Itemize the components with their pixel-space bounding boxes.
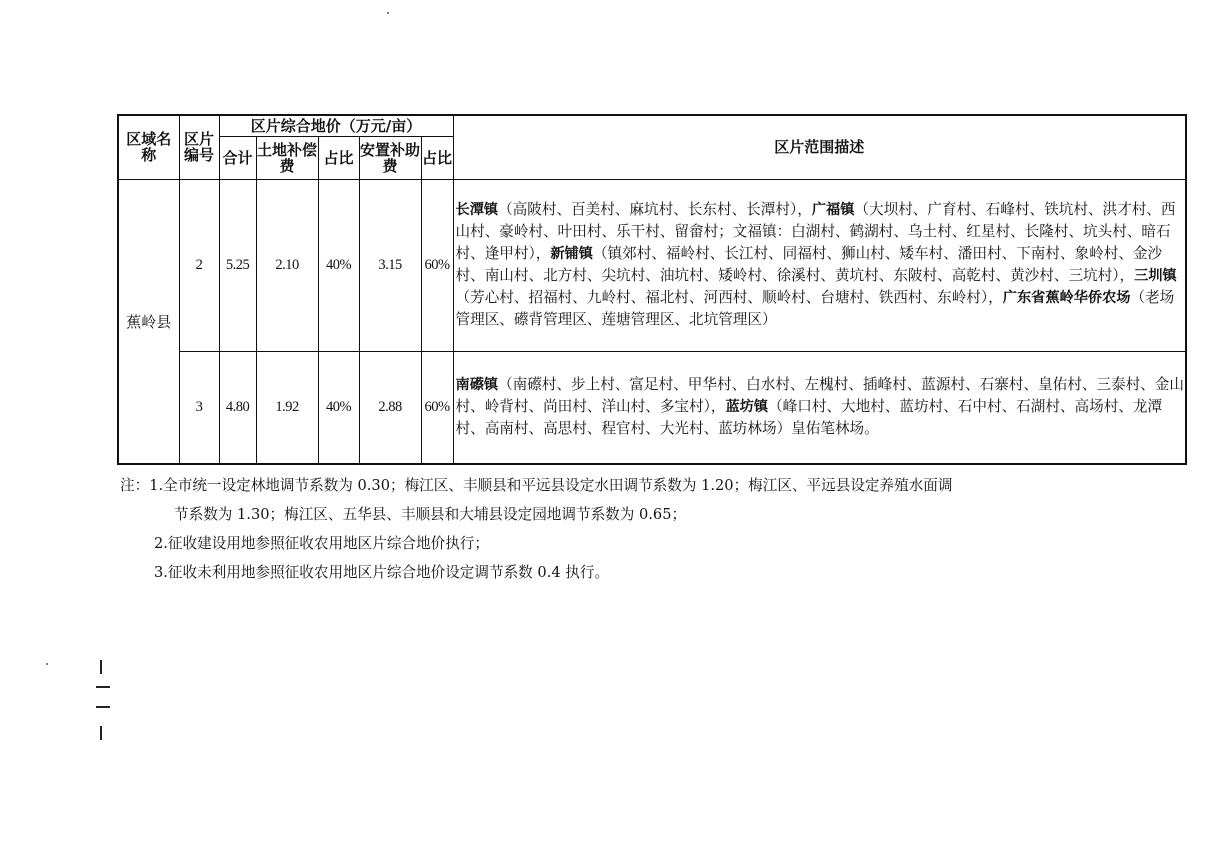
note-line-1-continued: 节系数为 1.30；梅江区、五华县、丰顺县和大埔县设定园地调节系数为 0.65； (174, 506, 687, 523)
note-line-1: 注：1.全市统一设定林地调节系数为 0.30；梅江区、丰顺县和平远县设定水田调节系数为 1.20；梅江区、平远县设定养殖水面调 (120, 477, 953, 494)
header-zone-no: 区片编号 (179, 115, 219, 179)
notes (120, 471, 953, 587)
page-number-dash (100, 660, 102, 674)
note-line-2: 2.征收建设用地参照征收农用地区片综合地价执行； (154, 535, 489, 552)
resettlement-value: 2.88 (359, 351, 421, 464)
ratio-2-value: 60% (421, 179, 453, 351)
scan-speck (387, 12, 389, 14)
land-price-table (117, 114, 1187, 465)
vertical-page-number (100, 660, 112, 750)
header-ratio-1: 占比 (318, 136, 359, 179)
zone-number: 2 (179, 179, 219, 351)
table-row (118, 351, 1186, 464)
table-row (118, 179, 1186, 351)
note-line-3: 3.征收未利用地参照征收农用地区片综合地价设定调节系数 0.4 执行。 (154, 564, 610, 581)
page-number-digit (96, 706, 110, 708)
note-prefix: 注： (120, 477, 150, 494)
header-land-compensation: 土地补偿费 (256, 136, 318, 179)
page-number-dash (100, 726, 102, 740)
header-region-name: 区域名称 (118, 115, 179, 179)
zone-description: 南礤镇（南礤村、步上村、富足村、甲华村、白水村、左槐村、插峰村、蓝源村、石寨村、皇佑村、三泰村、金山村、岭背村、尚田村、洋山村、多宝村），蓝坊镇（峰口村、大地村、蓝坊村、石中村、石湖村、高场村、龙潭村、高南村、高思村、程官村、大光村、蓝坊林场）皇佑笔林场。 (453, 351, 1186, 464)
header-price-group: 区片综合地价（万元/亩） (219, 115, 453, 136)
header-total: 合计 (219, 136, 256, 179)
header-description: 区片范围描述 (453, 115, 1186, 179)
scan-speck (46, 663, 48, 665)
ratio-2-value: 60% (421, 351, 453, 464)
resettlement-value: 3.15 (359, 179, 421, 351)
header-resettlement: 安置补助费 (359, 136, 421, 179)
ratio-1-value: 40% (318, 351, 359, 464)
land-compensation-value: 2.10 (256, 179, 318, 351)
page-number-digit (96, 686, 110, 688)
total-price: 5.25 (219, 179, 256, 351)
land-compensation-value: 1.92 (256, 351, 318, 464)
ratio-1-value: 40% (318, 179, 359, 351)
total-price: 4.80 (219, 351, 256, 464)
zone-description: 长潭镇（高陂村、百美村、麻坑村、长东村、长潭村），广福镇（大坝村、广育村、石峰村、铁坑村、洪才村、西山村、豪岭村、叶田村、乐干村、留畲村；文福镇：白湖村、鹤湖村、乌土村、红星村、长隆村、坑头村、暗石村、逢甲村），新铺镇（镇郊村、福岭村、长江村、同福村、狮山村、矮车村、潘田村、下南村、象岭村、金沙村、南山村、北方村、尖坑村、油坑村、矮岭村、徐溪村、黄坑村、东陂村、高乾村、黄沙村、三坑村），三圳镇（芳心村、招福村、九岭村、福北村、河西村、顺岭村、台塘村、铁西村、东岭村），广东省蕉岭华侨农场（老场管理区、礤背管理区、莲塘管理区、北坑管理区） (453, 179, 1186, 351)
county-name: 蕉岭县 (118, 179, 179, 464)
zone-number: 3 (179, 351, 219, 464)
header-ratio-2: 占比 (421, 136, 453, 179)
